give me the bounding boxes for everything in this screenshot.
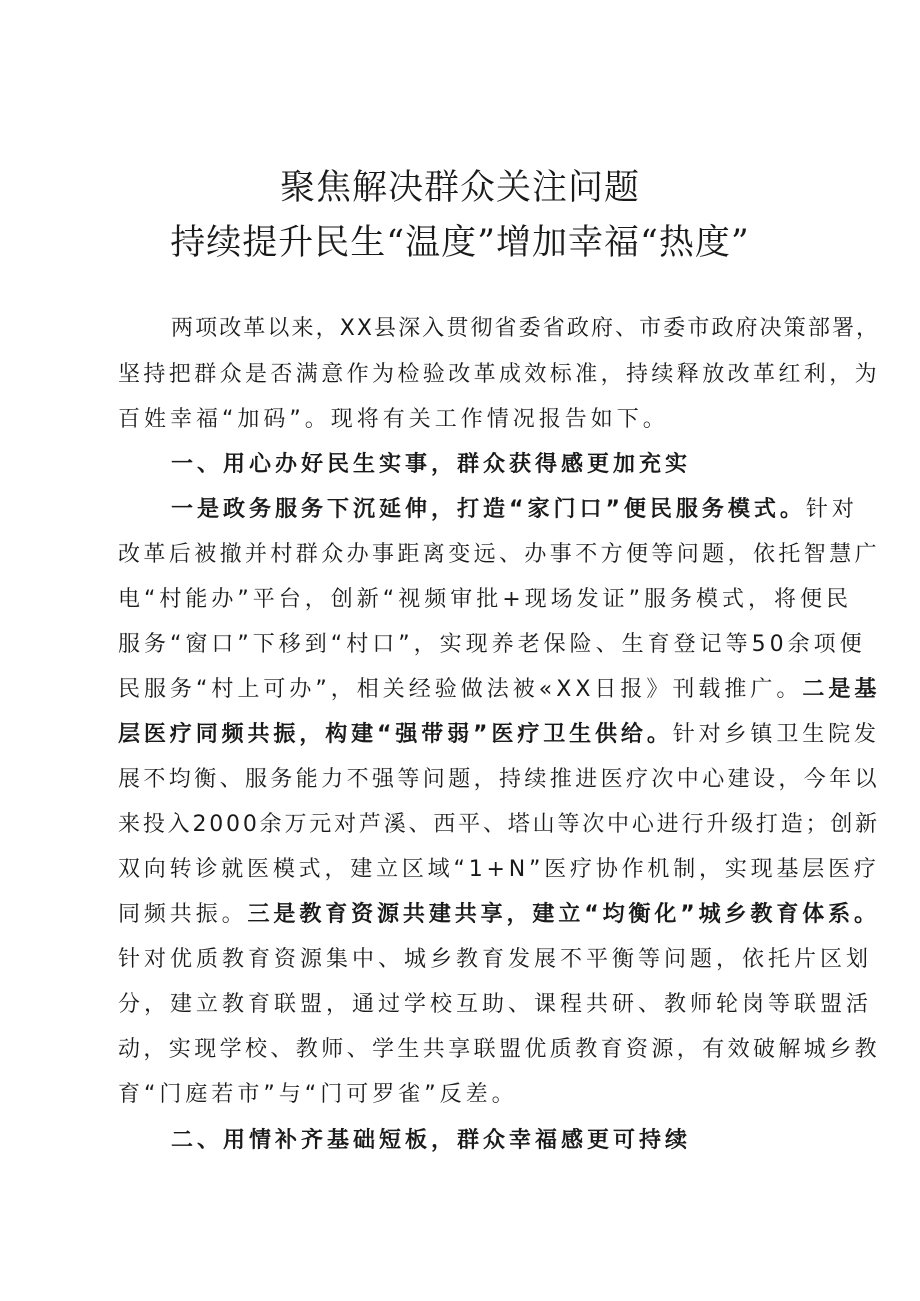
bold-run: 层医疗同频共振，构建“强带弱”医疗卫生供给。 (118, 722, 673, 747)
section-heading-1: 一、用心办好民生实事，群众获得感更加充实 (171, 452, 692, 477)
intro-line-3: 百姓幸福“加码”。现将有关工作情况报告如下。 (118, 407, 669, 432)
body-line-9 (118, 675, 880, 705)
body-line-7: 电“村能办”平台，创新“视频审批+现场发证”服务模式，将便民 (118, 587, 853, 612)
text-run: 针对乡镇卫生院发 (672, 722, 880, 747)
bold-run: 三是教育资源共建共享，建立“均衡化”城乡教育体系。 (247, 902, 880, 927)
body-line-13: 双向转诊就医模式，建立区域“1+N”医疗协作机制，实现基层医疗 (118, 857, 880, 882)
intro-line-1: 两项改革以来，XX县深入贯彻省委省政府、市委市政府决策部署， (171, 316, 881, 341)
body-line-11: 展不均衡、服务能力不强等问题，持续推进医疗次中心建设，今年以 (118, 767, 881, 792)
text-run: 民服务“村上可办”，相关经验做法被«XX日报》刊载推广。 (118, 677, 803, 702)
body-line-5 (171, 495, 858, 525)
bold-run: 一是政务服务下沉延伸，打造“家门口”便民服务模式。 (171, 497, 806, 522)
body-line-17: 动，实现学校、教师、学生共享联盟优质教育资源，有效破解城乡教 (118, 1037, 881, 1062)
document-title-line-2: 持续提升民生“温度”增加幸福“热度” (170, 223, 750, 263)
body-line-8: 服务“窗口”下移到“村口”，实现养老保险、生育登记等50余项便 (118, 632, 866, 657)
text-run: 同频共振。 (118, 902, 248, 927)
body-line-6: 改革后被撤并村群众办事距离变远、办事不方便等问题，依托智慧广 (118, 542, 881, 567)
body-line-10 (118, 720, 880, 750)
intro-line-2: 坚持把群众是否满意作为检验改革成效标准，持续释放改革红利，为 (118, 362, 881, 387)
text-run: 针对 (805, 497, 858, 522)
body-line-18: 育“门庭若市”与“门可罗雀”反差。 (118, 1082, 518, 1107)
document-title-line-1: 聚焦解决群众关注问题 (279, 168, 640, 208)
bold-run: 二是基 (802, 677, 881, 702)
body-line-15: 针对优质教育资源集中、城乡教育发展不平衡等问题，依托片区划 (118, 947, 873, 972)
section-heading-2: 二、用情补齐基础短板，群众幸福感更可持续 (171, 1128, 692, 1153)
body-line-16: 分，建立教育联盟，通过学校互助、课程共研、教师轮岗等联盟活 (118, 992, 873, 1017)
body-line-14 (118, 900, 880, 930)
body-line-12: 来投入2000余万元对芦溪、西平、塔山等次中心进行升级打造；创新 (118, 812, 880, 837)
